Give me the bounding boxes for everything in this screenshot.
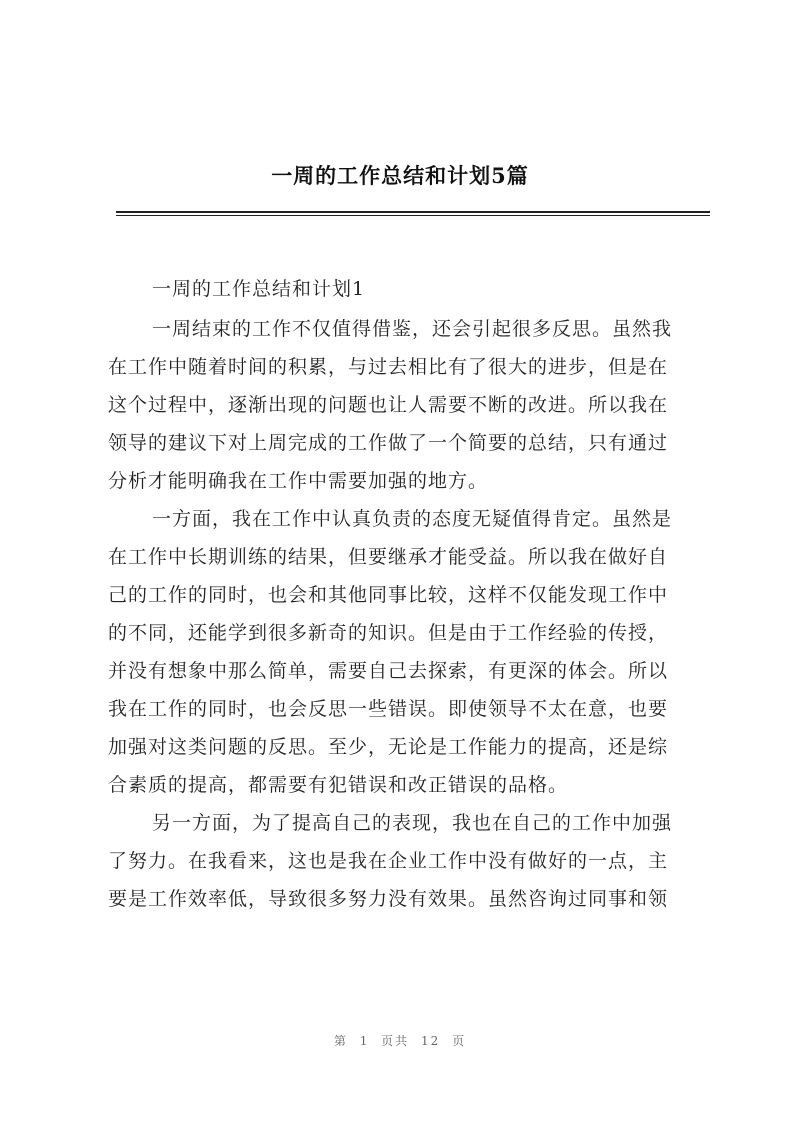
paragraph-line: 在工作中随着时间的积累，与过去相比有了很大的进步，但是在 xyxy=(108,356,669,378)
paragraph-line: 一方面，我在工作中认真负责的态度无疑值得肯定。虽然是 xyxy=(152,508,673,530)
document-title: 一周的工作总结和计划5篇 xyxy=(271,163,529,188)
paragraph-line: 了努力。在我看来，这也是我在企业工作中没有做好的一点，主 xyxy=(108,850,669,872)
paragraph-line: 这个过程中，逐渐出现的问题也让人需要不断的改进。所以我在 xyxy=(108,394,669,416)
paragraph-line: 己的工作的同时，也会和其他同事比较，这样不仅能发现工作中 xyxy=(108,584,669,606)
paragraph-line: 领导的建议下对上周完成的工作做了一个简要的总结，只有通过 xyxy=(108,432,669,454)
paragraph-line: 一周结束的工作不仅值得借鉴，还会引起很多反思。虽然我 xyxy=(152,318,673,340)
title-rule-thick xyxy=(116,211,710,213)
paragraph-line: 加强对这类问题的反思。至少，无论是工作能力的提高，还是综 xyxy=(108,736,669,758)
title-rule-thin xyxy=(116,215,710,216)
page-footer: 第 1 页共 12 页 xyxy=(333,1034,467,1048)
paragraph-line: 在工作中长期训练的结果，但要继承才能受益。所以我在做好自 xyxy=(108,546,669,568)
paragraph-line: 另一方面，为了提高自己的表现，我也在自己的工作中加强 xyxy=(152,812,673,834)
document-body xyxy=(108,268,708,918)
paragraph-line: 合素质的提高，都需要有犯错误和改正错误的品格。 xyxy=(108,774,569,796)
paragraph-line: 并没有想象中那么简单，需要自己去探索，有更深的体会。所以 xyxy=(108,660,669,682)
paragraph-line: 的不同，还能学到很多新奇的知识。但是由于工作经验的传授， xyxy=(108,622,669,644)
paragraph-line: 分析才能明确我在工作中需要加强的地方。 xyxy=(108,470,489,492)
section-heading: 一周的工作总结和计划1 xyxy=(152,278,366,300)
paragraph-line: 我在工作的同时，也会反思一些错误。即使领导不太在意，也要 xyxy=(108,698,669,720)
paragraph-line: 要是工作效率低，导致很多努力没有效果。虽然咨询过同事和领 xyxy=(108,888,669,910)
